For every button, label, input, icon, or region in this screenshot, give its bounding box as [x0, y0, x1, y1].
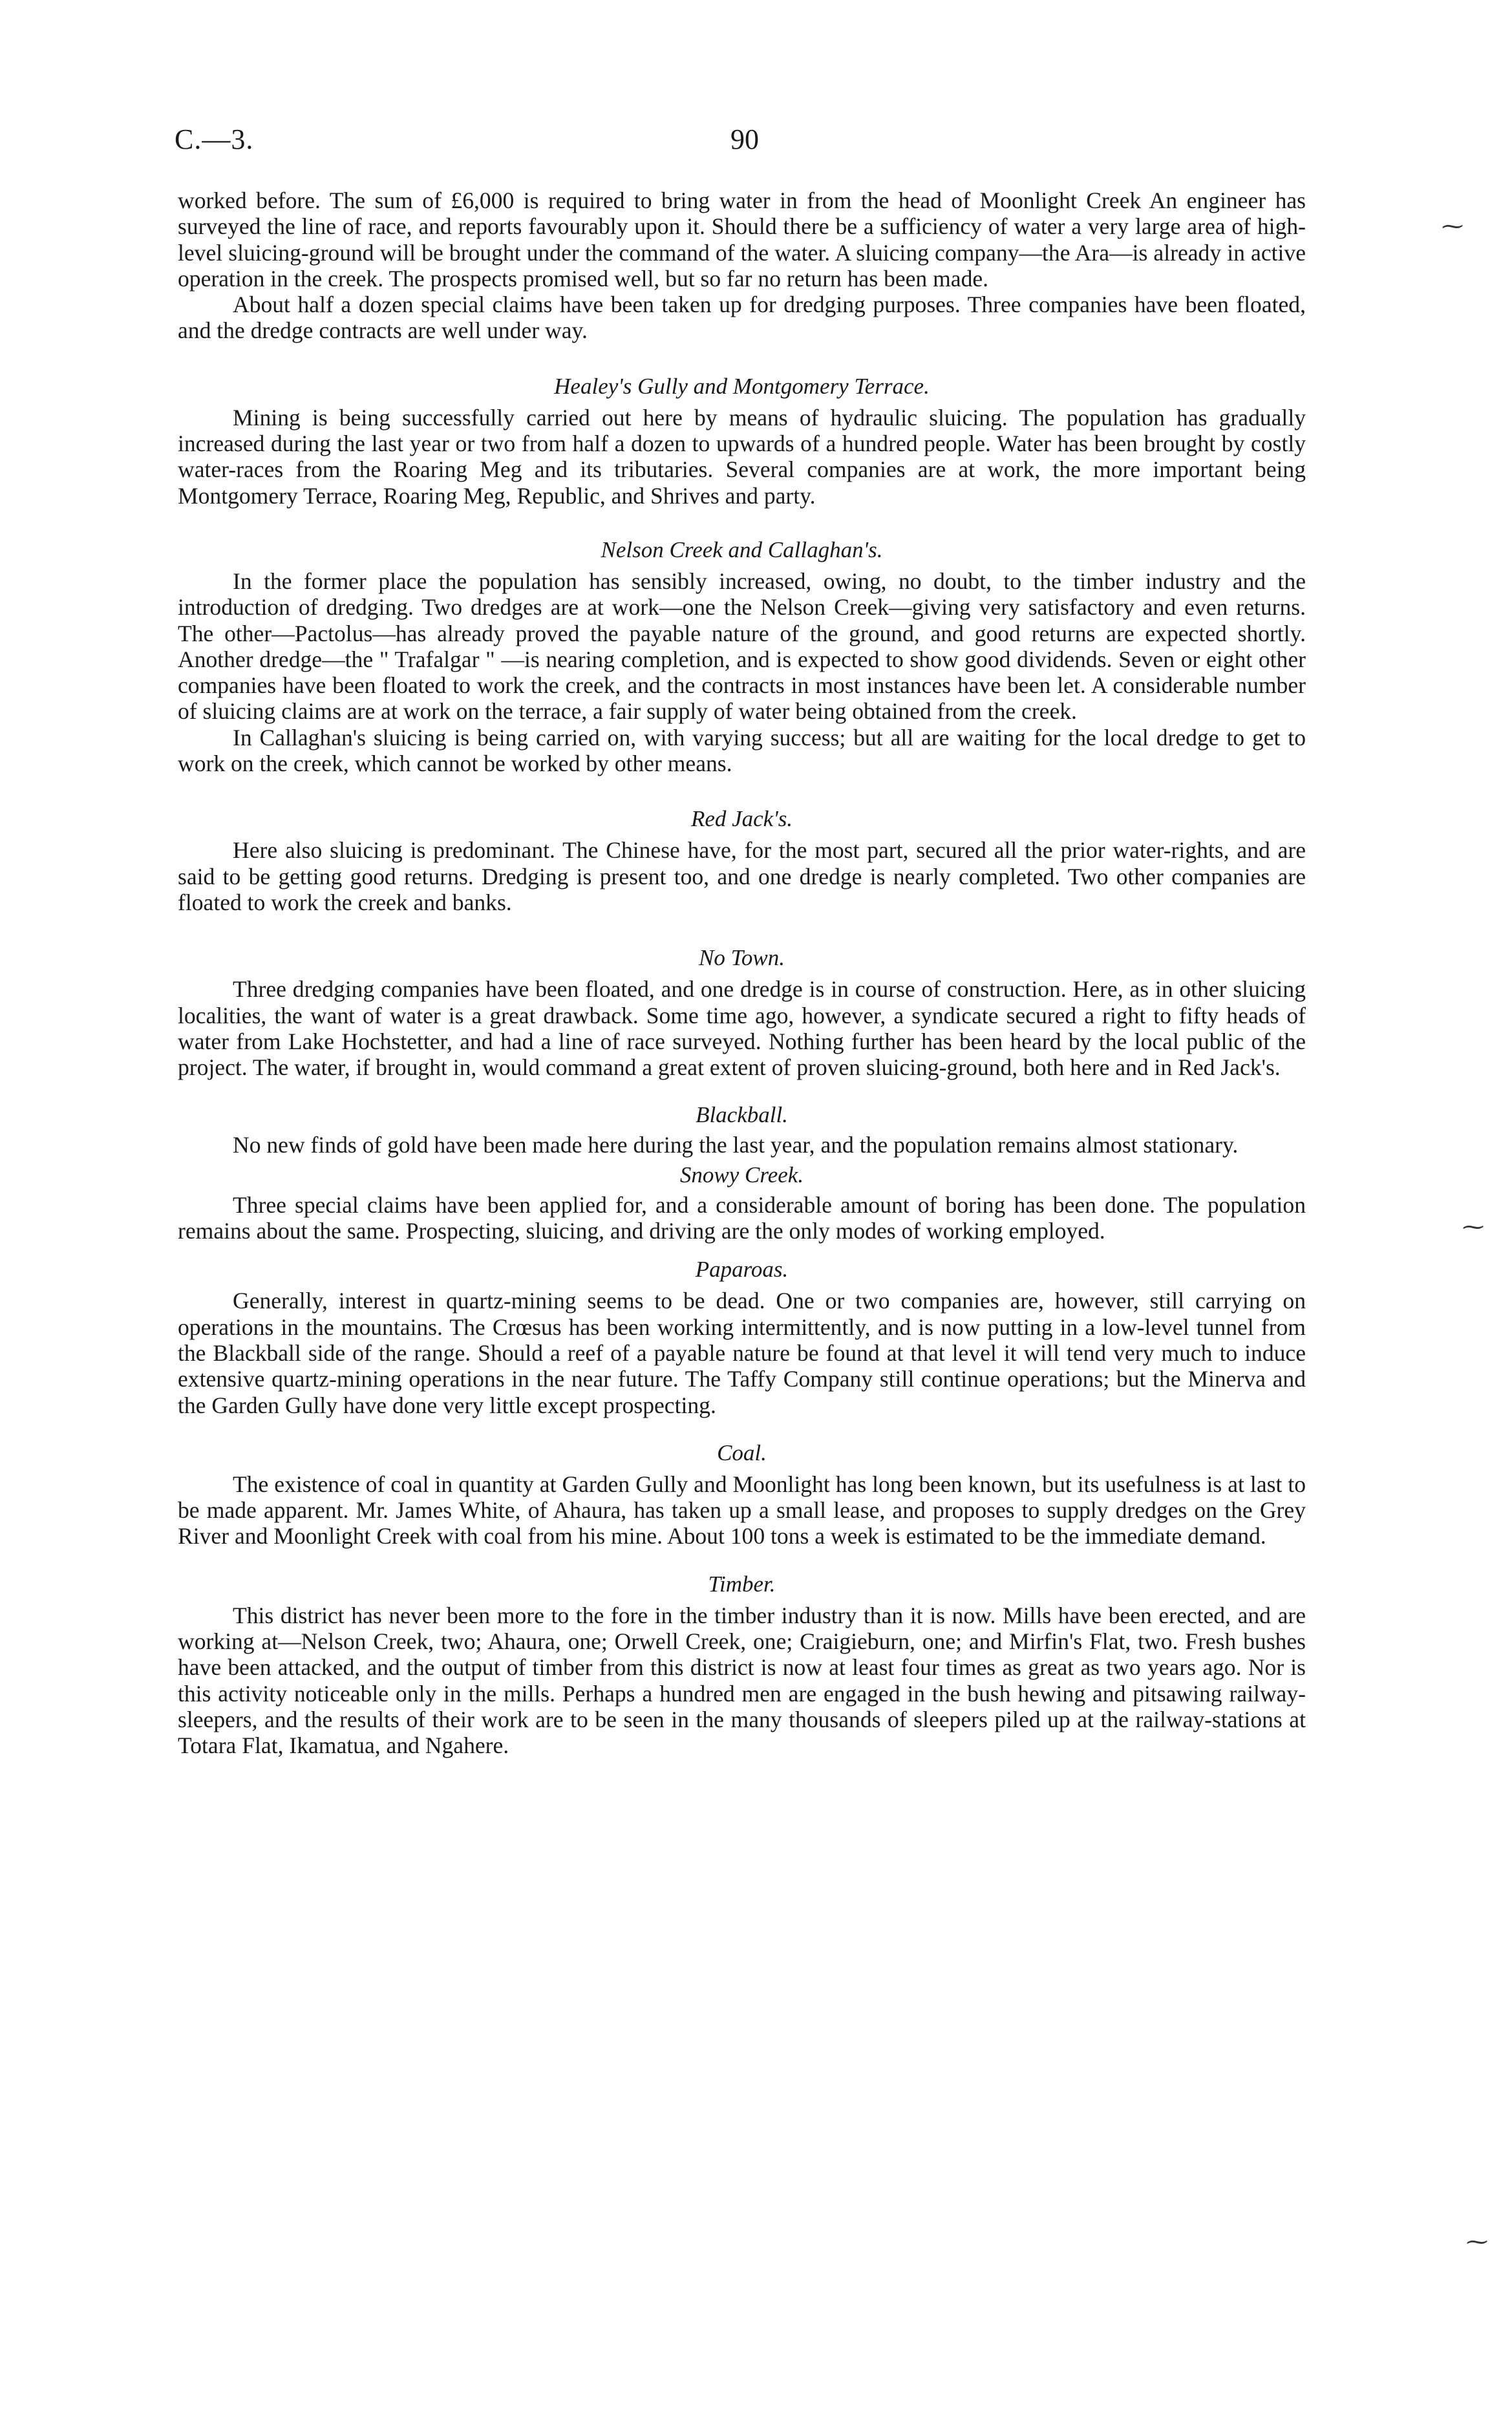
section-heading-snowy-creek: Snowy Creek.	[679, 1162, 804, 1187]
margin-mark-middle: ⁓	[1462, 1215, 1484, 1239]
intro-paragraph-1: worked before. The sum of £6,000 is required to bring water in from the head of Moonlight Creek An engineer has surveyed the line of race, and reports favourably upon it. Should there be a sufficiency of water a very large area of high-level sluicing-ground will be brought under the command of the water. A sluicing company—the Ara—is already in active operation in the creek. The prospects promised well, but so far no return has been made.	[178, 187, 1306, 292]
red-jacks-paragraph: Here also sluicing is predominant. The Chinese have, for the most part, secured all the prior water-rights, and are said to be getting good returns. Dredging is present too, and one dredge is nearly completed. Two other companies are floated to work the creek and banks.	[178, 837, 1306, 915]
timber-paragraph: This district has never been more to the fore in the timber industry than it is now. Mills have been erected, and are working at—Nelson Creek, two; Ahaura, one; Orwell Creek, one; Craigieburn, one; and Mirfin's Flat, two. Fresh bushes have been attacked, and the output of timber from this district is now at least four times as great as two years ago. Nor is this activity noticeable only in the mills. Perhaps a hundred men are engaged in the bush hewing and pitsawing railway-sleepers, and the results of their work are to be seen in the many thousands of sleepers piled up at the railway-stations at Totara Flat, Ikamatua, and Ngahere.	[178, 1602, 1306, 1759]
margin-mark-top: ⁓	[1442, 215, 1464, 239]
section-heading-red-jacks: Red Jack's.	[690, 806, 793, 832]
no-town-paragraph: Three dredging companies have been floated, and one dredge is in course of construction. Here, as in other sluicing localities, the want of water is a great drawback. Some time ago, however, a syndicate secured a right to fifty heads of water from Lake Hochstetter, and had a line of race surveyed. Nothing further has been heard by the local public of the project. The water, if brought in, would command a great extent of proven sluicing-ground, both here and in Red Jack's.	[178, 976, 1306, 1081]
page-header	[175, 123, 1306, 162]
section-heading-no-town: No Town.	[699, 945, 785, 971]
coal-paragraph: The existence of coal in quantity at Garden Gully and Moonlight has long been known, but its usefulness is at last to be made apparent. Mr. James White, of Ahaura, has taken up a small lease, and proposes to supply dredges on the Grey River and Moonlight Creek with coal from his mine. About 100 tons a week is estimated to be the immediate demand.	[178, 1471, 1306, 1549]
section-heading-nelson-creek: Nelson Creek and Callaghan's.	[601, 537, 883, 562]
blackball-paragraph: No new finds of gold have been made here during the last year, and the population remains almost stationary.	[233, 1132, 1239, 1158]
margin-mark-bottom: ⁓	[1466, 2230, 1488, 2254]
document-reference: C.—3.	[175, 123, 254, 155]
section-heading-blackball: Blackball.	[696, 1102, 788, 1128]
intro-paragraph-2: About half a dozen special claims have been taken up for dredging purposes. Three companies have been floated, and the dredge contracts are well under way.	[178, 292, 1306, 344]
section-heading-timber: Timber.	[708, 1571, 776, 1597]
healeys-gully-paragraph: Mining is being successfully carried out here by means of hydraulic sluicing. The population has gradually increased during the last year or two from half a dozen to upwards of a hundred people. Water has been brought by costly water-races from the Roaring Meg and its tributaries. Several companies are at work, the more important being Montgomery Terrace, Roaring Meg, Republic, and Shrives and party.	[178, 404, 1306, 509]
section-heading-coal: Coal.	[717, 1440, 767, 1465]
page-body	[178, 187, 1306, 1758]
nelson-creek-paragraph-2: In Callaghan's sluicing is being carried on, with varying success; but all are waiting for the local dredge to get to work on the creek, which cannot be worked by other means.	[178, 724, 1306, 777]
section-heading-paparoas: Paparoas.	[695, 1257, 789, 1283]
page-number: 90	[730, 123, 759, 155]
section-heading-healeys-gully: Healey's Gully and Montgomery Terrace.	[554, 373, 930, 399]
nelson-creek-paragraph-1: In the former place the population has sensibly increased, owing, no doubt, to the timber industry and the introduction of dredging. Two dredges are at work—one the Nelson Creek—giving very satisfactory and even returns. The other—Pactolus—has already proved the payable nature of the ground, and good returns are expected shortly. Another dredge—the " Trafalgar " —is nearing completion, and is expected to show good dividends. Seven or eight other companies have been floated to work the creek, and the contracts in most instances have been let. A considerable number of sluicing claims are at work on the terrace, a fair supply of water being obtained from the creek.	[178, 568, 1306, 725]
paparoas-paragraph: Generally, interest in quartz-mining seems to be dead. One or two companies are, however, still carrying on operations in the mountains. The Crœsus has been working intermittently, and is now putting in a low-level tunnel from the Blackball side of the range. Should a reef of a payable nature be found at that level it will tend very much to induce extensive quartz-mining operations in the near future. The Taffy Company still continue operations; but the Minerva and the Garden Gully have done very little except prospecting.	[178, 1288, 1306, 1418]
snowy-creek-paragraph: Three special claims have been applied for, and a considerable amount of boring has been done. The population remains about the same. Prospecting, sluicing, and driving are the only modes of working employed.	[178, 1191, 1306, 1244]
